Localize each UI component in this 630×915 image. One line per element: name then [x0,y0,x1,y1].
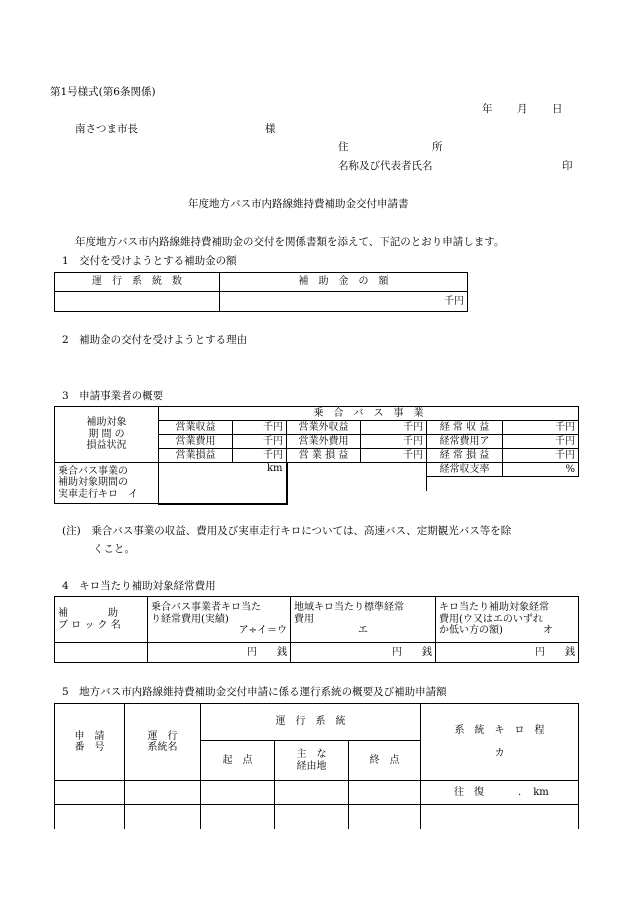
bus-business-header: 乗 合 バ ス 事 業 [159,407,579,421]
round-trip-km-cell-2[interactable] [421,805,579,829]
addressee: 南さつま市長 [75,123,138,135]
round-trip-km-cell[interactable]: 往 復 . km [421,781,579,805]
subsidy-amount-cell[interactable]: 千円 [220,292,468,312]
route-count-cell[interactable] [55,292,220,312]
end-point-header: 終 点 [349,741,421,781]
non-operating-expense-value[interactable]: 千円 [361,435,427,449]
ordinary-expense-label: 経常費用ア [427,435,503,449]
application-number-cell-2[interactable] [55,805,125,829]
ordinary-profit-value[interactable]: 千円 [503,449,579,463]
expense-ratio-value[interactable]: % [503,463,579,477]
blank-area [287,463,427,504]
operating-profit-label-2: 営 業 損 益 [287,449,361,463]
per-km-cost-table [54,596,579,663]
subsidy-cost-cell[interactable]: 円 銭 [436,643,579,663]
business-overview-table [54,406,579,505]
date-month: 月 [517,103,528,115]
ordinary-profit-label: 経 常 損 益 [427,449,503,463]
route-km-header: 系 統 キ ロ 程 カ [421,704,579,781]
intro-text: 年度地方バス市内路線維持費補助金の交付を関係書類を添えて、下記のとおり申請します。 [75,236,505,248]
subsidy-cost-header: キロ当たり補助対象経常 費用(ウ又はエのいずれ か低い方の額) オ [436,597,579,643]
section4-heading: 4 キロ当たり補助対象経常費用 [62,580,216,592]
via-header: 主 な 経由地 [275,741,349,781]
section5-heading: 5 地方バス市内路線維持費補助金交付申請に係る運行系統の概要及び補助申請額 [62,686,447,698]
start-point-cell-2[interactable] [201,805,275,829]
operator-cost-header: 乗合バス事業者キロ当た り経常費用(実績) ア÷イ＝ウ [148,597,291,643]
blank-cell [427,491,579,504]
end-point-cell[interactable] [349,781,421,805]
section3-heading: 3 申請事業者の概要 [62,390,164,402]
operating-profit-value-2[interactable]: 千円 [361,449,427,463]
vehicle-km-value[interactable]: km [159,463,287,504]
block-name-cell[interactable] [55,643,148,663]
operating-revenue-label: 営業収益 [159,421,233,435]
operating-profit-value[interactable]: 千円 [233,449,287,463]
ordinary-expense-value[interactable]: 千円 [503,435,579,449]
route-overview-table [54,703,579,829]
profit-status-label: 補助対象 期 間 の 損益状況 [55,407,159,463]
operating-expense-label: 営業費用 [159,435,233,449]
route-count-header: 運 行 系 統 数 [55,273,220,292]
operating-revenue-value[interactable]: 千円 [233,421,287,435]
document-title: 年度地方バス市内路線維持費補助金交付申請書 [188,198,409,210]
route-system-header: 運 行 系 統 [201,704,421,741]
subsidy-block-header: 補 助 ブ ロ ッ ク 名 [55,597,148,643]
operator-cost-cell[interactable]: 円 銭 [148,643,291,663]
address-label-1: 住 [338,141,349,153]
via-cell[interactable] [275,781,349,805]
application-number-header: 申 請 番 号 [55,704,125,781]
non-operating-expense-label: 営業外費用 [287,435,361,449]
blank-cell [427,477,579,491]
application-number-cell[interactable] [55,781,125,805]
note-line-1: (注) 乗合バス事業の収益、費用及び実車走行キロについては、高速バス、定期観光バス等を除 [62,525,512,537]
subsidy-amount-header: 補 助 金 の 額 [220,273,468,292]
date-day: 日 [552,103,563,115]
standard-cost-cell[interactable]: 円 銭 [291,643,436,663]
vehicle-km-label: 乗合バス事業の 補助対象期間の 実車走行キロ イ [55,463,159,504]
note-line-2: くこと。 [93,543,135,555]
operating-expense-value[interactable]: 千円 [233,435,287,449]
via-cell-2[interactable] [275,805,349,829]
standard-cost-header: 地域キロ当たり標準経常 費用 エ [291,597,436,643]
ordinary-revenue-value[interactable]: 千円 [503,421,579,435]
subsidy-amount-table [54,272,468,312]
name-label: 名称及び代表者氏名 [338,160,433,172]
route-name-cell[interactable] [125,781,201,805]
section1-heading: 1 交付を受けようとする補助金の額 [62,255,237,267]
non-operating-revenue-label: 営業外収益 [287,421,361,435]
form-number: 第1号様式(第6条関係) [50,86,156,98]
route-name-cell-2[interactable] [125,805,201,829]
ordinary-revenue-label: 経 常 収 益 [427,421,503,435]
non-operating-revenue-value[interactable]: 千円 [361,421,427,435]
address-label-2: 所 [432,141,443,153]
date-year: 年 [482,103,493,115]
section2-heading: 2 補助金の交付を受けようとする理由 [62,334,248,346]
start-point-header: 起 点 [201,741,275,781]
end-point-cell-2[interactable] [349,805,421,829]
seal-mark: 印 [562,160,573,172]
addressee-suffix: 様 [265,123,276,135]
route-name-header: 運 行 系統名 [125,704,201,781]
start-point-cell[interactable] [201,781,275,805]
expense-ratio-label: 経常収支率 [427,463,503,477]
operating-profit-label: 営業損益 [159,449,233,463]
